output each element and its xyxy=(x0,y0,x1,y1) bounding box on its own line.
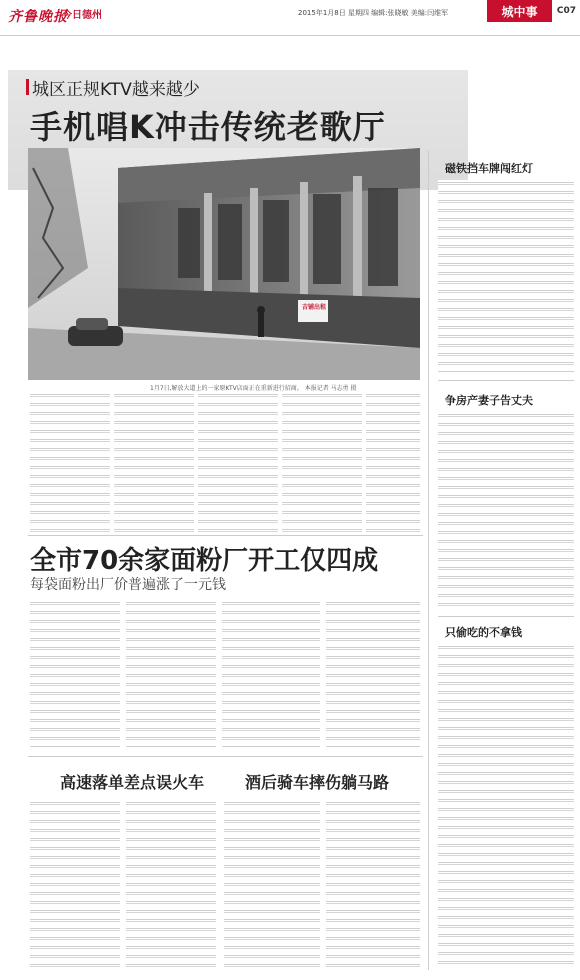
edition-name: 今日德州 xyxy=(62,10,102,21)
sidebar-item-body-3 xyxy=(438,644,574,970)
lead-body-col-4 xyxy=(282,392,362,534)
building-photo-illustration xyxy=(28,148,420,380)
story4-body-col-2 xyxy=(326,800,420,970)
story2-headline: 全市70余家面粉厂开工仅四成 xyxy=(30,546,379,576)
sidebar-rule-1 xyxy=(438,380,574,381)
lead-body-col-5 xyxy=(366,392,420,534)
newspaper-brand: 齐鲁晚报 xyxy=(8,9,68,25)
sidebar-item-title-3: 只偷吃的不拿钱 xyxy=(445,626,522,639)
dateline: 2015年1月8日 星期四 编辑:张晓敏 美编:闫维军 xyxy=(298,9,449,17)
sidebar-item-title-2: 争房产妻子告丈夫 xyxy=(445,394,533,407)
page-number: C07 xyxy=(556,6,577,16)
kicker-marker xyxy=(26,79,29,95)
lead-kicker: 城区正规KTV越来越少 xyxy=(32,80,200,100)
story2-subhead: 每袋面粉出厂价普遍涨了一元钱 xyxy=(30,577,226,593)
story2-body-col-3 xyxy=(222,600,320,748)
story2-top-rule xyxy=(28,535,423,536)
story3-headline: 高速落单差点误火车 xyxy=(60,773,205,792)
sidebar-item-body-1 xyxy=(438,180,574,372)
lead-photo xyxy=(28,148,420,380)
story3-body-col-1 xyxy=(30,800,120,970)
lead-body-col-2 xyxy=(114,392,194,534)
story2-body-col-1 xyxy=(30,600,120,748)
story4-body-col-1 xyxy=(224,800,320,970)
rental-sign: 吉铺出租 xyxy=(301,304,326,311)
story2-body-col-2 xyxy=(126,600,216,748)
lead-body-col-1 xyxy=(30,392,110,534)
story4-headline: 酒后骑车摔伤躺马路 xyxy=(245,773,390,792)
story3-body-col-2 xyxy=(126,800,216,970)
sidebar-rule-2 xyxy=(438,616,574,617)
sidebar-item-body-2 xyxy=(438,412,574,612)
lead-body-col-3 xyxy=(198,392,278,534)
story2-body-col-4 xyxy=(326,600,420,748)
column-divider xyxy=(428,150,429,970)
photo-caption: 1月7日,解放大道上的一家原KTV店面正在重新进行招商。 本报记者 马志勇 摄 xyxy=(150,385,357,392)
story34-top-rule xyxy=(28,756,423,757)
sidebar-item-title-1: 磁铁挡车牌闯红灯 xyxy=(445,162,533,175)
lead-headline: 手机唱K冲击传统老歌厅 xyxy=(30,108,386,146)
section-tab: 城中事 xyxy=(487,0,552,22)
